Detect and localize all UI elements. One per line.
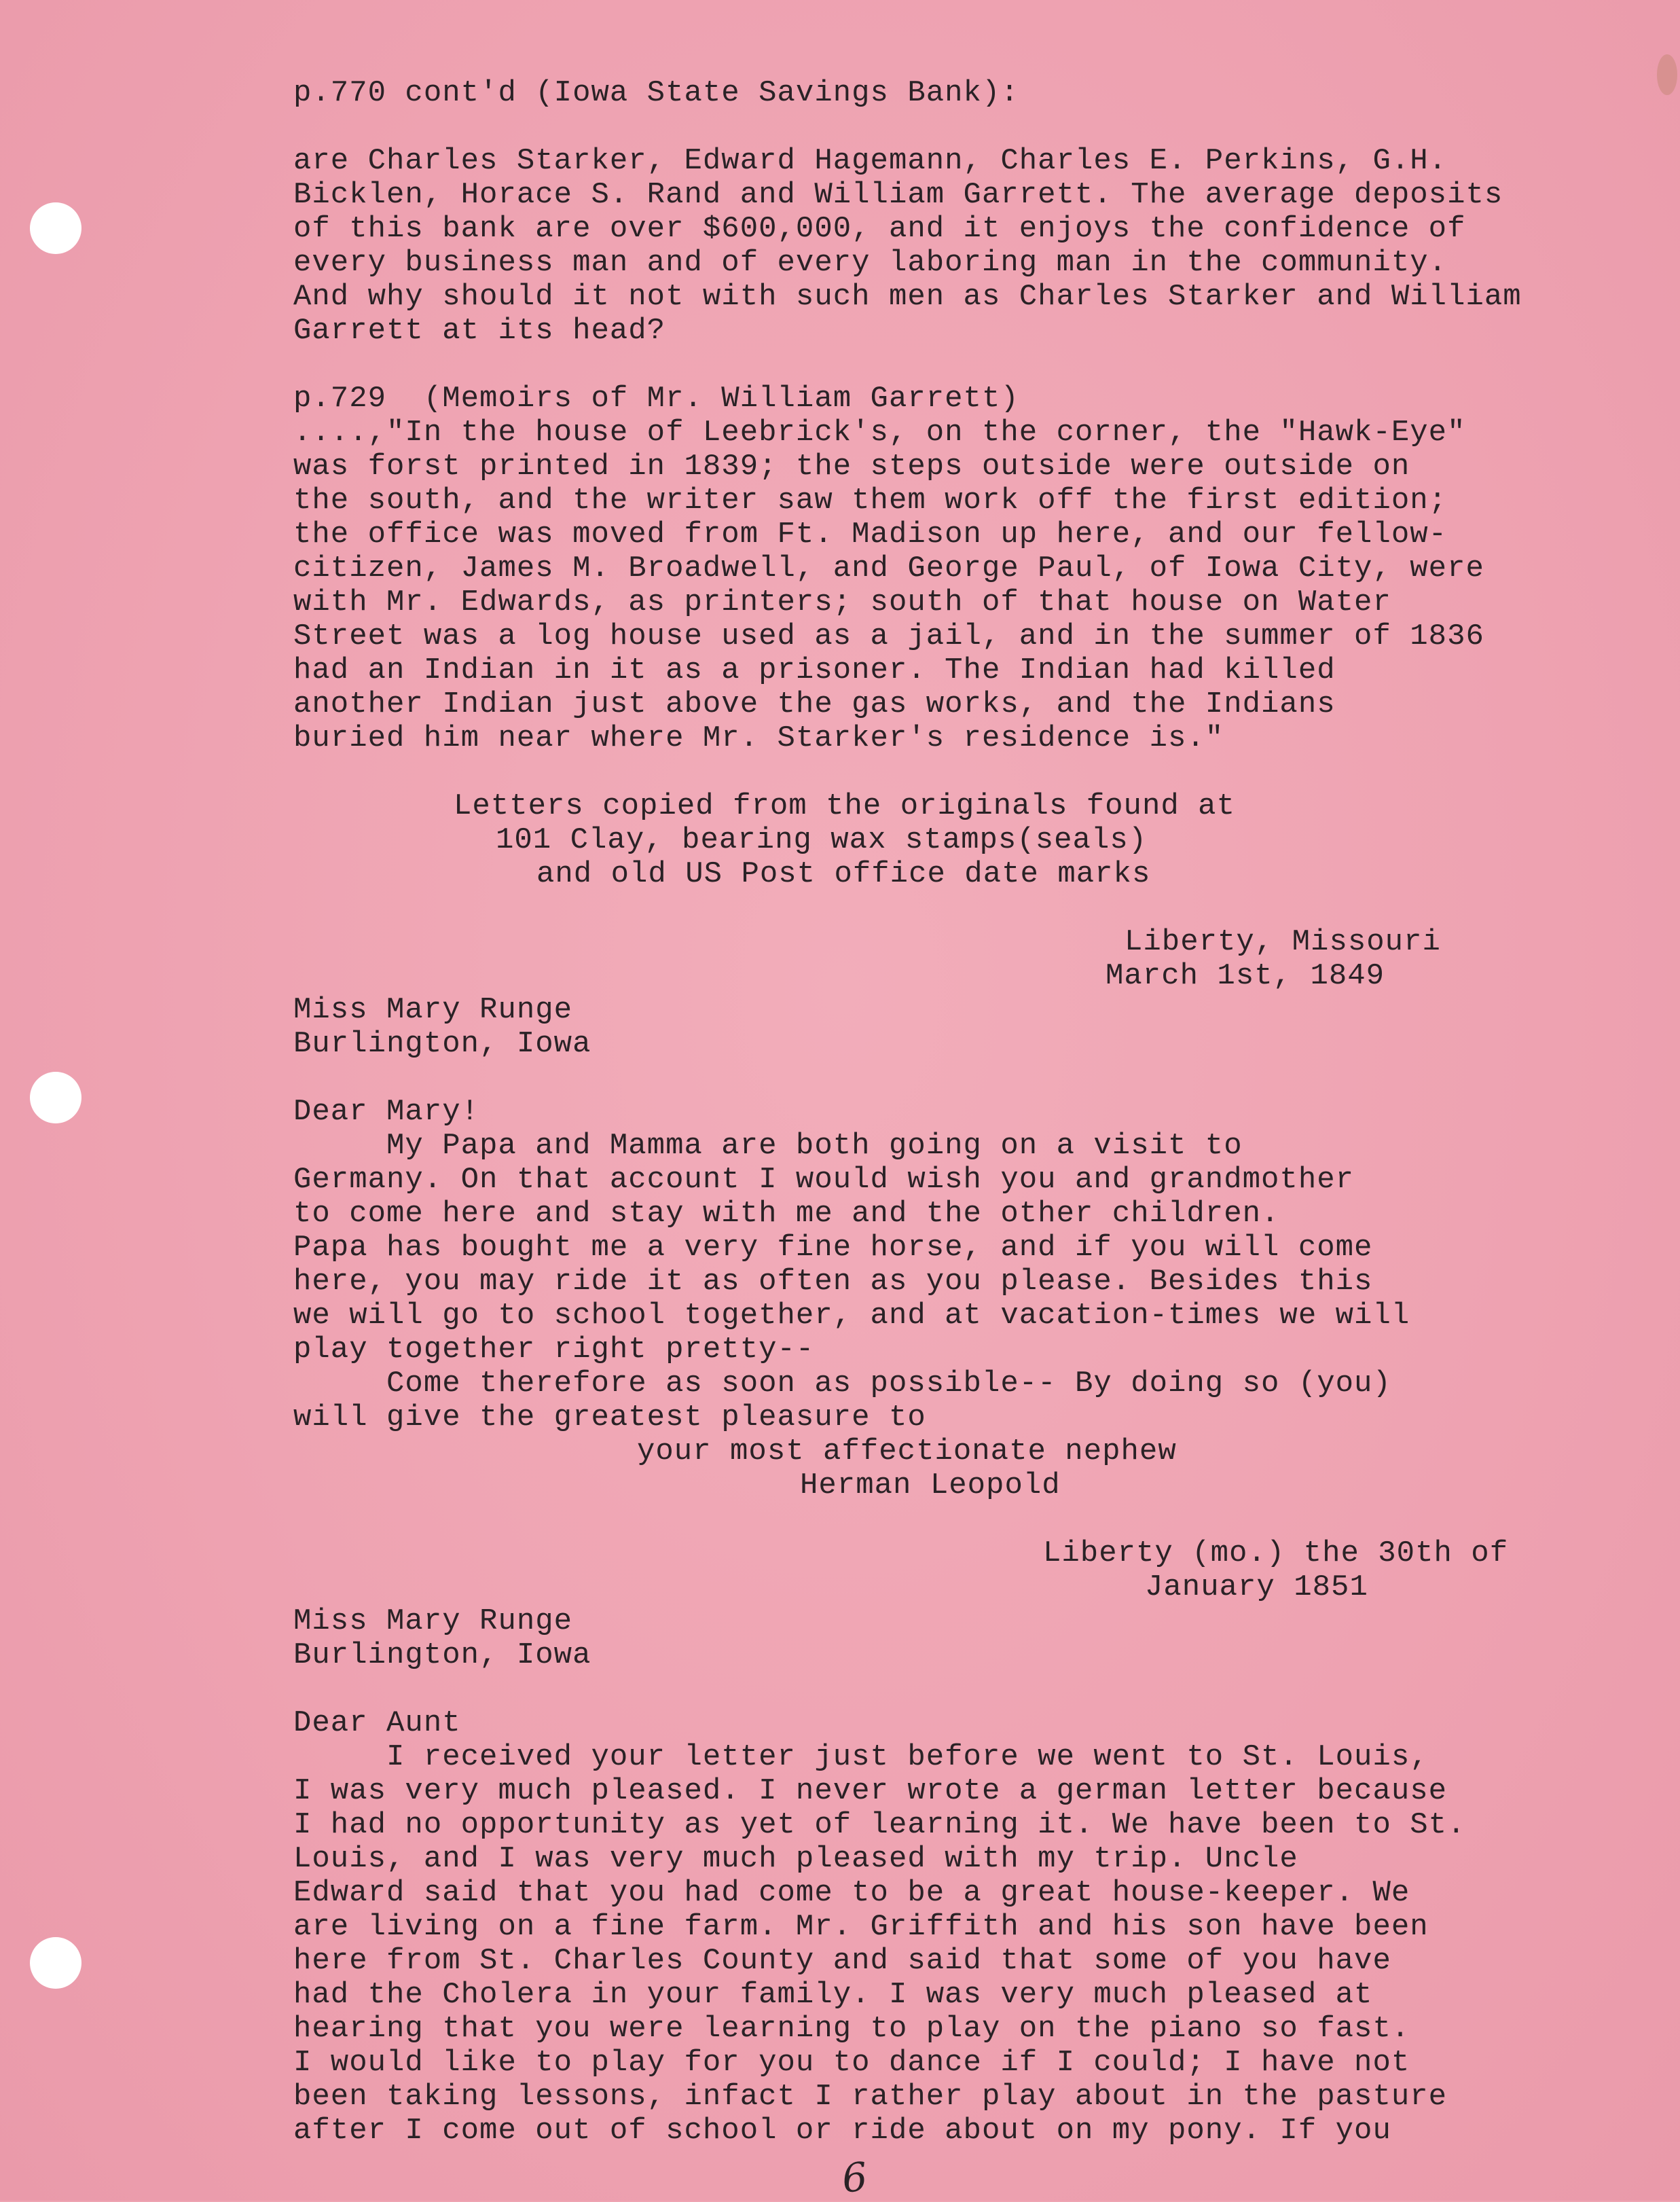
bank-line: of this bank are over $600,000, and it enjoys the confidence of bbox=[293, 212, 1466, 246]
letter1-date: March 1st, 1849 bbox=[1106, 959, 1385, 993]
letter1-body-line: here, you may ride it as often as you please. Besides this bbox=[293, 1265, 1373, 1299]
paper-stain bbox=[1657, 54, 1677, 95]
letter1-closing: your most affectionate nephew bbox=[637, 1434, 1177, 1468]
memoir-line: another Indian just above the gas works, and the Indians bbox=[293, 687, 1336, 721]
letter2-body-line: been taking lessons, infact I rather play about in the pasture bbox=[293, 2080, 1448, 2114]
bank-line: are Charles Starker, Edward Hagemann, Charles E. Perkins, G.H. bbox=[293, 144, 1448, 178]
letter2-body-line: I would like to play for you to dance if I could; I have not bbox=[293, 2046, 1410, 2080]
memoir-line: Street was a log house used as a jail, and in the summer of 1836 bbox=[293, 619, 1484, 653]
punch-hole-top bbox=[30, 202, 81, 254]
memoir-heading: p.729 (Memoirs of Mr. William Garrett) bbox=[293, 382, 1019, 416]
bank-line: every business man and of every laboring man in the community. bbox=[293, 246, 1448, 280]
letter1-body-line: play together right pretty-- bbox=[293, 1333, 815, 1367]
bank-line: Garrett at its head? bbox=[293, 314, 666, 348]
letter2-recipient: Miss Mary Runge bbox=[293, 1604, 573, 1638]
letters-intro-line: and old US Post office date marks bbox=[536, 857, 1151, 891]
page-header: p.770 cont'd (Iowa State Savings Bank): bbox=[293, 76, 1019, 110]
letter1-salutation: Dear Mary! bbox=[293, 1095, 480, 1129]
memoir-line: ....,"In the house of Leebrick's, on the corner, the "Hawk-Eye" bbox=[293, 416, 1466, 450]
letter1-body-line: will give the greatest pleasure to bbox=[293, 1401, 926, 1434]
letter1-body-line: Germany. On that account I would wish you and grandmother bbox=[293, 1163, 1355, 1197]
letter1-recipient: Miss Mary Runge bbox=[293, 993, 573, 1027]
letters-intro-line: Letters copied from the originals found at bbox=[454, 789, 1235, 823]
letter2-recipient-city: Burlington, Iowa bbox=[293, 1638, 591, 1672]
punch-hole-middle bbox=[30, 1072, 81, 1123]
bank-line: Bicklen, Horace S. Rand and William Garrett. The average deposits bbox=[293, 178, 1503, 212]
letter2-date: January 1851 bbox=[1145, 1570, 1368, 1604]
letter1-body-line: we will go to school together, and at vacation-times we will bbox=[293, 1299, 1410, 1333]
letter2-body-line: after I come out of school or ride about on my pony. If you bbox=[293, 2114, 1391, 2148]
letter1-body-line: Papa has bought me a very fine horse, and if you will come bbox=[293, 1231, 1373, 1265]
letter2-body-line: I was very much pleased. I never wrote a german letter because bbox=[293, 1774, 1448, 1808]
letters-intro-line: 101 Clay, bearing wax stamps(seals) bbox=[496, 823, 1148, 857]
letter1-signature: Herman Leopold bbox=[800, 1468, 1061, 1502]
letter2-body-line: here from St. Charles County and said that some of you have bbox=[293, 1944, 1391, 1978]
memoir-line: the south, and the writer saw them work off the first edition; bbox=[293, 484, 1448, 518]
letter2-body-line: Edward said that you had come to be a great house-keeper. We bbox=[293, 1876, 1410, 1910]
letter1-recipient-city: Burlington, Iowa bbox=[293, 1027, 591, 1061]
letter2-place-date: Liberty (mo.) the 30th of bbox=[1043, 1536, 1509, 1570]
letter2-salutation: Dear Aunt bbox=[293, 1706, 461, 1740]
memoir-line: had an Indian in it as a prisoner. The Indian had killed bbox=[293, 653, 1336, 687]
letter2-body-line: had the Cholera in your family. I was very much pleased at bbox=[293, 1978, 1373, 2012]
letter2-body-line: I received your letter just before we went to St. Louis, bbox=[293, 1740, 1429, 1774]
letter1-body-line: My Papa and Mamma are both going on a visit to bbox=[293, 1129, 1243, 1163]
letter2-body-line: Louis, and I was very much pleased with my trip. Uncle bbox=[293, 1842, 1298, 1876]
memoir-line: buried him near where Mr. Starker's residence is." bbox=[293, 721, 1224, 755]
letter1-body-line: to come here and stay with me and the other children. bbox=[293, 1197, 1280, 1231]
memoir-line: with Mr. Edwards, as printers; south of that house on Water bbox=[293, 585, 1391, 619]
letter1-body-line: Come therefore as soon as possible-- By doing so (you) bbox=[293, 1367, 1391, 1401]
letter2-body-line: are living on a fine farm. Mr. Griffith and his son have been bbox=[293, 1910, 1429, 1944]
letter1-place: Liberty, Missouri bbox=[1125, 925, 1441, 959]
page-number: 6 bbox=[839, 2153, 870, 2202]
memoir-line: the office was moved from Ft. Madison up here, and our fellow- bbox=[293, 518, 1448, 552]
letter2-body-line: I had no opportunity as yet of learning it. We have been to St. bbox=[293, 1808, 1466, 1842]
bank-line: And why should it not with such men as Charles Starker and William bbox=[293, 280, 1522, 314]
memoir-line: citizen, James M. Broadwell, and George Paul, of Iowa City, were bbox=[293, 552, 1484, 585]
memoir-line: was forst printed in 1839; the steps outside were outside on bbox=[293, 450, 1410, 484]
letter2-body-line: hearing that you were learning to play on the piano so fast. bbox=[293, 2012, 1410, 2046]
punch-hole-bottom bbox=[30, 1937, 81, 1989]
